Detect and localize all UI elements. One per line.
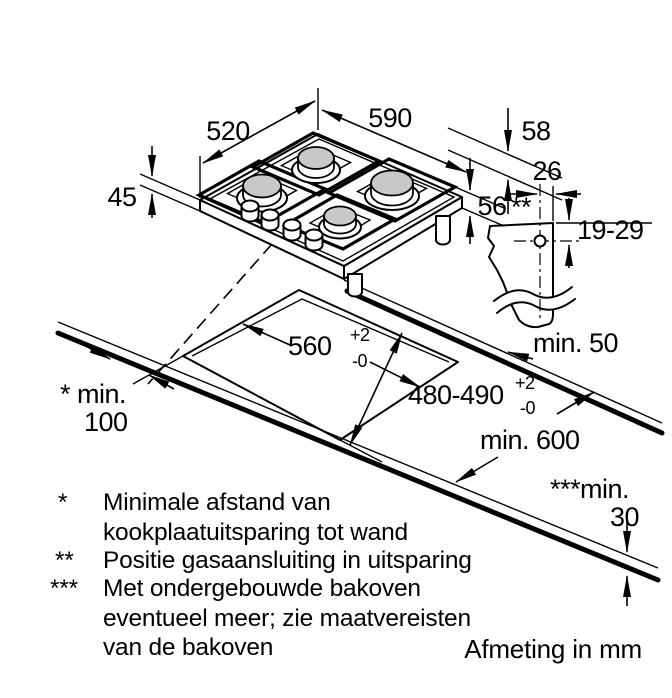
- burner-cap: [243, 175, 281, 198]
- cutout: [133, 290, 458, 462]
- dim-label-min30-line2: 30: [610, 502, 640, 532]
- burner-cap: [298, 147, 334, 169]
- footnote-3-line1: Met ondergebouwde bakoven: [103, 575, 421, 602]
- dim-label-26: 26: [532, 156, 562, 186]
- footnote-marker-3: ***: [50, 575, 79, 602]
- gas-connection-hole: [535, 236, 546, 247]
- arrow-min600-down: [456, 457, 498, 482]
- ext-line-45-top: [140, 174, 200, 200]
- footnote-1-line2: kookplaatuitsparing tot wand: [103, 519, 408, 546]
- dim-label-58: 58: [521, 116, 551, 146]
- dim-label-min30-line1: ***min.: [550, 474, 630, 504]
- dim-label-45: 45: [107, 182, 137, 212]
- dim-label-min100-line1: * min.: [60, 379, 127, 409]
- knob: [262, 210, 279, 221]
- dim-label-min100-line2: 100: [84, 407, 128, 437]
- hob-foot-right: [436, 216, 450, 245]
- knob: [306, 230, 323, 241]
- dim-label-520: 520: [206, 116, 250, 146]
- gas-position-marker: **: [511, 192, 532, 222]
- burner-front: [319, 207, 361, 239]
- dim-label-480-490: 480-490: [408, 380, 504, 410]
- hob-isometric: [199, 133, 462, 297]
- footnote-2-line1: Positie gasaansluiting in uitsparing: [103, 547, 472, 574]
- dim-label-560-tol-minus: -0: [352, 351, 368, 371]
- dim-label-19-29: 19-29: [577, 215, 644, 245]
- dim-label-min50: min. 50: [533, 328, 619, 358]
- ext-line-45-bottom: [140, 185, 200, 211]
- units-label: Afmeting in mm: [464, 634, 642, 664]
- burner-cap: [371, 171, 413, 196]
- footnote-marker-2: **: [55, 547, 74, 574]
- footnotes: [50, 489, 642, 664]
- knob: [284, 220, 301, 231]
- footnote-1-line1: Minimale afstand van: [103, 489, 331, 516]
- dim-label-590: 590: [368, 103, 412, 133]
- burner-right: [365, 171, 419, 211]
- dim-label-480-tol-plus: +2: [515, 373, 535, 393]
- dim-label-560-tol-plus: +2: [350, 325, 370, 345]
- dim-label-480-tol-minus: -0: [520, 398, 536, 418]
- projection-dashed-line: [148, 244, 272, 384]
- footnote-3-line2: eventueel meer; zie maatvereisten: [103, 605, 471, 632]
- footnote-marker-1: *: [58, 489, 68, 516]
- knob: [242, 201, 259, 212]
- arrow-560-left: [243, 324, 290, 345]
- hob-foot-front: [348, 274, 362, 297]
- dim-label-56: 56: [477, 191, 507, 221]
- wall-thick-line: [347, 291, 662, 433]
- footnote-3-line3: van de bakoven: [103, 634, 274, 661]
- dim-label-560: 560: [288, 331, 332, 361]
- burner-cap: [324, 207, 356, 226]
- dim-label-min600: min. 600: [480, 425, 580, 455]
- dim-line-480-490: [350, 333, 402, 445]
